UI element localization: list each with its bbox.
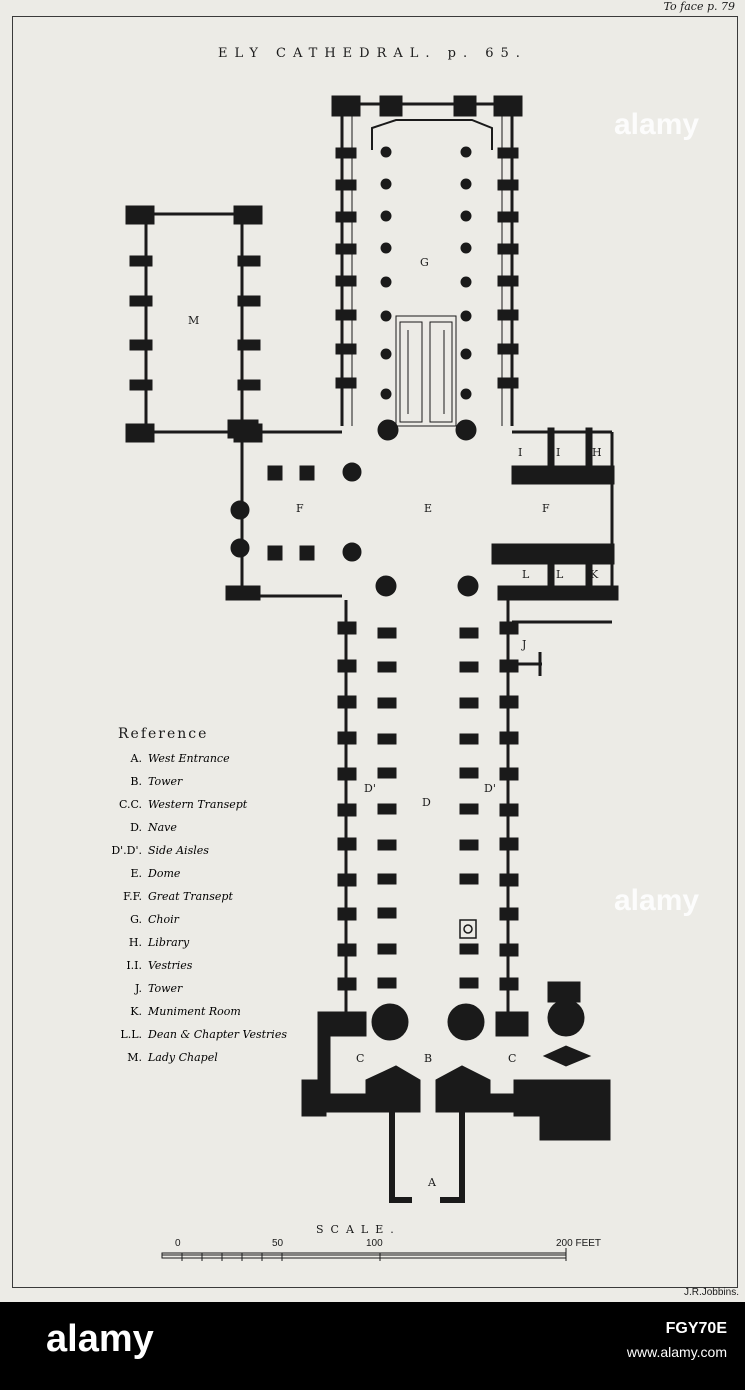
plan-label-muniment: K <box>590 568 599 581</box>
engraver-signature: J.R.Jobbins. <box>683 1287 739 1298</box>
north-west-turret <box>544 982 590 1066</box>
banner-info <box>627 1320 727 1360</box>
scale-bar <box>162 1248 566 1261</box>
plan-label-tower-j: J <box>522 638 527 651</box>
reference-heading: Reference <box>118 726 209 742</box>
reference-item <box>30 775 300 798</box>
dome-piers <box>376 576 478 596</box>
reference-item <box>30 1028 300 1051</box>
reference-item <box>30 844 300 867</box>
plan-label-transept-north: F <box>296 502 304 515</box>
south-west-tower-j <box>512 622 612 676</box>
choir-east-piers <box>378 420 476 440</box>
plan-label-vestry-dc-1: L <box>522 568 530 581</box>
reference-name: Vestries <box>148 959 193 972</box>
reference-item <box>30 890 300 913</box>
choir-piers <box>381 147 471 399</box>
plan-label-transept-south: F <box>542 502 550 515</box>
reference-name: Western Transept <box>148 798 248 811</box>
reference-key: I.I. <box>126 959 142 972</box>
reference-name: Muniment Room <box>148 1005 241 1018</box>
reference-name: Lady Chapel <box>148 1051 218 1064</box>
reference-key: D. <box>130 821 142 834</box>
plan-label-lady-chapel: M <box>188 314 200 327</box>
plan-label-vestry-2: I <box>556 446 561 459</box>
reference-item <box>30 982 300 1005</box>
reference-key: C.C. <box>118 798 142 811</box>
font <box>460 920 476 938</box>
choir-stalls <box>396 316 456 426</box>
reference-item <box>30 936 300 959</box>
west-tower-b <box>318 1004 528 1108</box>
scale-tick-50: 50 <box>272 1238 284 1249</box>
west-porch-a <box>392 1112 462 1200</box>
plan-label-library: H <box>592 446 602 459</box>
reference-key: D'.D'. <box>111 844 142 857</box>
reference-key: L.L. <box>120 1028 142 1041</box>
plan-label-choir: G <box>420 256 429 269</box>
reference-item <box>30 798 300 821</box>
plan-label-aisle-north: D' <box>364 782 376 795</box>
reference-key: A. <box>130 752 142 765</box>
plan-label-west-transept-north: C <box>356 1052 365 1065</box>
image-code: FGY70E <box>665 1320 727 1337</box>
plan-label-dome: E <box>424 502 433 515</box>
plan-title: ELY CATHEDRAL. p. 65. <box>218 46 527 61</box>
reference-item <box>30 867 300 890</box>
scale-title: SCALE. <box>316 1223 401 1236</box>
plan-label-tower-b: B <box>424 1052 433 1065</box>
reference-name: Choir <box>148 913 179 926</box>
plan-label-aisle-south: D' <box>484 782 496 795</box>
reference-key: M. <box>127 1051 142 1064</box>
reference-key: B. <box>130 775 142 788</box>
plan-label-vestry-dc-2: L <box>556 568 564 581</box>
reference-name: Side Aisles <box>148 844 209 857</box>
reference-item <box>30 959 300 982</box>
reference-name: West Entrance <box>148 752 230 765</box>
transept-piers <box>226 420 361 600</box>
reference-item <box>30 913 300 936</box>
reference-name: Tower <box>148 775 183 788</box>
reference-key: K. <box>130 1005 142 1018</box>
scale-tick-100: 100 <box>366 1238 383 1249</box>
page-reference-note: To face p. 79 <box>663 0 735 13</box>
scale-tick-0: 0 <box>175 1238 181 1249</box>
reference-key: J. <box>134 982 142 995</box>
reference-item <box>30 821 300 844</box>
reference-key: H. <box>128 936 142 949</box>
watermark-logo: alamy <box>614 108 700 141</box>
plan-label-nave: D <box>422 796 431 809</box>
choir-buttresses <box>332 96 522 388</box>
plan-label-west-transept-south: C <box>508 1052 517 1065</box>
reference-key: F.F. <box>123 890 142 903</box>
reference-item <box>30 752 300 775</box>
reference-key: E. <box>130 867 142 880</box>
reference-name: Library <box>148 936 190 949</box>
site-url: www.alamy.com <box>626 1344 727 1360</box>
reference-list <box>30 752 300 1074</box>
reference-name: Tower <box>148 982 183 995</box>
reference-name: Great Transept <box>148 890 233 903</box>
reference-name: Nave <box>148 821 177 834</box>
reference-name: Dome <box>148 867 181 880</box>
reference-key: G. <box>130 913 142 926</box>
reference-name: Dean & Chapter Vestries <box>148 1028 287 1041</box>
reference-item <box>30 1005 300 1028</box>
scale-tick-200-feet: 200 FEET <box>556 1238 602 1249</box>
reference-item <box>30 1051 300 1074</box>
plan-label-west-entrance: A <box>428 1176 436 1189</box>
watermark-logo: alamy <box>614 884 700 917</box>
banner-logo: alamy <box>46 1318 154 1360</box>
plan-label-vestry-1: I <box>518 446 523 459</box>
